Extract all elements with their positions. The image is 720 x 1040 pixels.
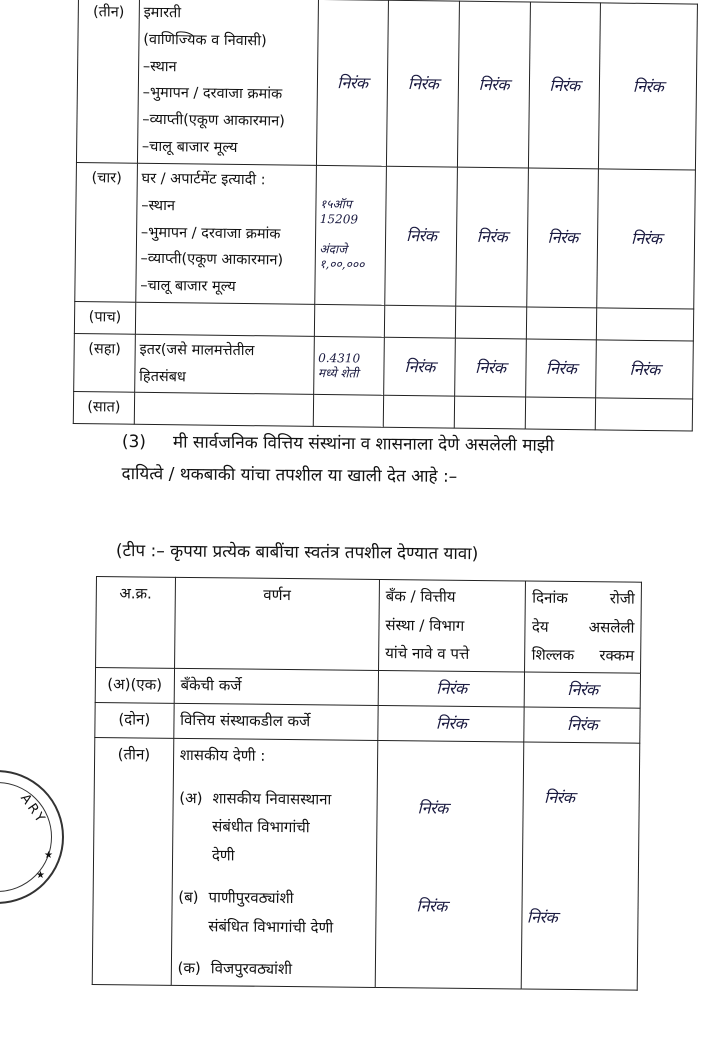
handwritten-value: निरंक bbox=[458, 1, 531, 168]
table-row bbox=[76, 0, 697, 170]
handwritten-value: निरंक bbox=[599, 3, 698, 170]
row-description bbox=[134, 393, 313, 427]
handwritten-column: निरंक निरंक bbox=[522, 742, 640, 990]
header-amount: दिनांक रोजी देय असलेली शिल्लक रक्कम bbox=[525, 581, 642, 673]
handwritten-value: निरंक bbox=[524, 707, 640, 744]
table-row bbox=[74, 333, 694, 399]
handwritten-value: निरंक bbox=[525, 339, 596, 398]
liabilities-table bbox=[92, 576, 642, 990]
table-row bbox=[95, 702, 640, 743]
row-number: (सहा) bbox=[74, 333, 136, 392]
section-3-paragraph: (3) मी सार्वजनिक वित्तिय संस्थांना व शासनाला देणे असलेली माझी दायित्वे / थकबाकी यांचा तपशील या खाली देत आहे :– bbox=[121, 431, 555, 488]
row-description: वित्तिय संस्थाकडील कर्जे bbox=[173, 703, 378, 741]
row-number: (तीन) bbox=[76, 0, 139, 163]
property-table bbox=[73, 0, 698, 432]
star-icon: ★ bbox=[44, 850, 53, 861]
row-number: (दोन) bbox=[95, 702, 174, 738]
table-row bbox=[92, 738, 640, 990]
row-description: इमारती (वाणिज्यिक व निवासी) –स्थान –भुमापन / दरवाजा क्रमांक –व्याप्ती(एकूण आकारमान) –चालू बाजार मूल्य bbox=[137, 0, 318, 165]
handwritten-value: निरंक bbox=[378, 670, 525, 707]
sub-item: (ब) पाणीपुरवठ्यांशी संबंधित विभागांची देणी bbox=[178, 888, 334, 937]
header-serial: अ.क्र. bbox=[96, 577, 176, 668]
table-header-row bbox=[96, 577, 642, 673]
handwritten-value: निरंक bbox=[316, 0, 389, 166]
row-description: घर / अपार्टमेंट इत्यादी : –स्थान –भुमापन / दरवाजा क्रमांक –व्याप्ती(एकूण आकारमान) –चालू बाजार मूल्य bbox=[136, 163, 316, 304]
handwritten-value: निरंक bbox=[378, 705, 525, 742]
handwritten-value: निरंक bbox=[596, 340, 693, 400]
handwritten-value: निरंक bbox=[528, 2, 601, 169]
row-number: (सात) bbox=[73, 392, 134, 425]
row-number: (चार) bbox=[75, 162, 138, 302]
handwritten-house-details: १५ऑप 15209 अंदाजे १,००,००० bbox=[314, 165, 387, 305]
handwritten-value: निरंक bbox=[385, 166, 457, 306]
row-description: शासकीय देणी : (अ) शासकीय निवासस्थाना संबंधीत विभागांची देणी (ब) पाणीपुरवठ्यांशी संबंधित विभागांची देणी (क) विजपुरवठ्यांशी bbox=[171, 739, 378, 988]
table-row bbox=[73, 392, 692, 431]
handwritten-value: निरंक bbox=[384, 337, 455, 396]
row-description bbox=[135, 302, 314, 336]
handwritten-value: निरंक bbox=[527, 168, 599, 308]
seal-stamp: ARY ★ ★ bbox=[0, 770, 64, 904]
table-row bbox=[75, 162, 696, 309]
table-row bbox=[95, 667, 640, 708]
row-number: (अ)(एक) bbox=[95, 667, 174, 703]
handwritten-value: निरंक bbox=[597, 169, 695, 309]
sub-item: (अ) शासकीय निवासस्थाना संबंधीत विभागांची देणी bbox=[179, 788, 332, 865]
note-text: (टीप :– कृपया प्रत्येक बाबींचा स्वतंत्र तपशील देण्यात यावा) bbox=[115, 540, 479, 565]
row-description: इतर(जसे मालमत्तेतील हितसंबध bbox=[134, 334, 313, 395]
handwritten-value: निरंक bbox=[387, 0, 460, 167]
row-number: (तीन) bbox=[92, 738, 173, 985]
handwritten-value: निरंक bbox=[455, 338, 526, 397]
row-number: (पाच) bbox=[74, 301, 135, 334]
handwritten-value: निरंक bbox=[456, 167, 528, 307]
header-bank: बँक / वित्तीय संस्था / विभाग यांचे नावे व पत्ते bbox=[378, 579, 525, 671]
handwritten-value: निरंक bbox=[525, 671, 641, 708]
row-description: बँकेची कर्जे bbox=[174, 668, 379, 706]
handwritten-column: निरंक निरंक bbox=[375, 741, 524, 989]
sub-item: (क) विजपुरवठ्यांशी bbox=[177, 959, 293, 979]
handwritten-land-details: 0.4310 मध्ये शेती bbox=[313, 336, 385, 395]
header-description: वर्णन bbox=[174, 577, 379, 670]
star-icon: ★ bbox=[36, 870, 45, 881]
